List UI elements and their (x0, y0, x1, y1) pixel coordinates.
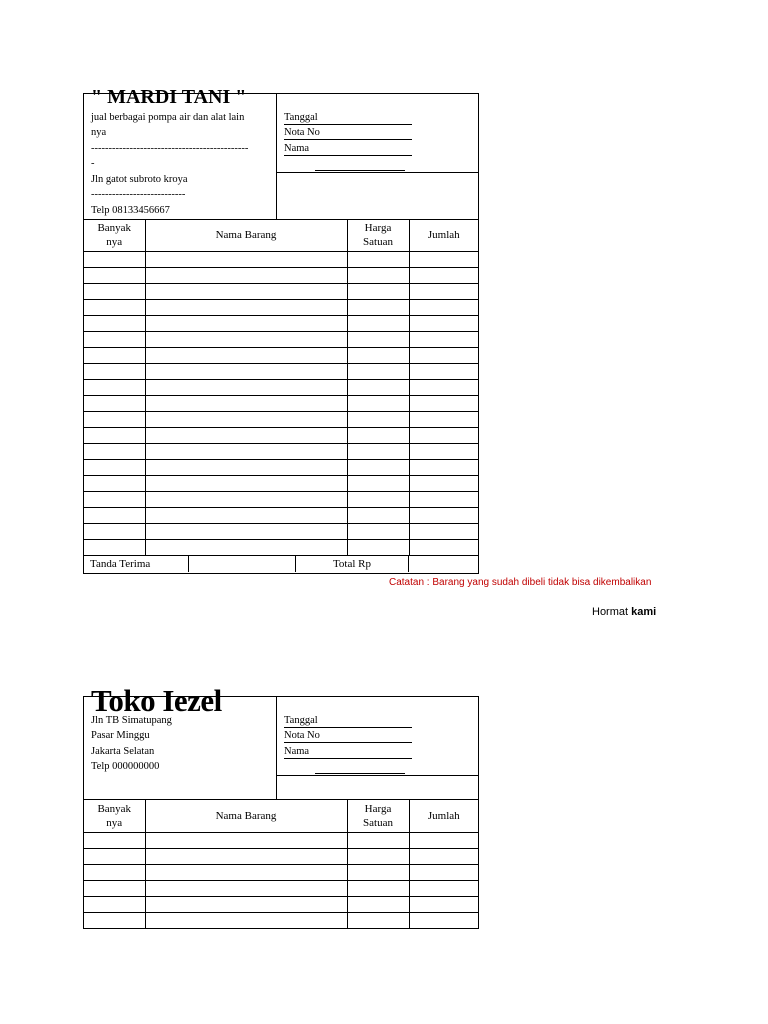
blank-line-2 (315, 772, 405, 774)
table-cell[interactable] (347, 848, 409, 864)
table-cell[interactable] (347, 880, 409, 896)
table-row (84, 283, 478, 299)
table-row (84, 395, 478, 411)
table-cell[interactable] (347, 459, 409, 475)
shop-title: " MARDI TANI " (91, 86, 247, 108)
table-cell[interactable] (409, 864, 478, 880)
form-header (84, 86, 478, 220)
table-cell[interactable] (84, 912, 145, 928)
shop-description: jual berbagai pompa air dan alat lain (91, 112, 245, 123)
table-cell[interactable] (145, 864, 347, 880)
table-row (84, 299, 478, 315)
table-row (84, 523, 478, 539)
table-header-row-2 (84, 800, 478, 832)
separator-dashes-2: --------------------------- (91, 189, 186, 200)
shop-info (84, 86, 277, 219)
tanda-terima-cell[interactable] (189, 556, 296, 572)
table-cell[interactable] (347, 427, 409, 443)
table-cell[interactable] (409, 507, 478, 523)
total-cell[interactable] (409, 556, 478, 572)
nota-no-field-2[interactable]: Nota No (284, 730, 412, 743)
table-cell[interactable] (145, 459, 347, 475)
table-cell[interactable] (84, 459, 145, 475)
table-cell[interactable] (409, 443, 478, 459)
table-cell[interactable] (84, 283, 145, 299)
table-cell[interactable] (145, 267, 347, 283)
table-cell[interactable] (145, 848, 347, 864)
table-row (84, 896, 478, 912)
receipt-form-mardi-tani (83, 86, 479, 574)
table-cell[interactable] (84, 379, 145, 395)
table-cell[interactable] (347, 395, 409, 411)
table-cell[interactable] (409, 267, 478, 283)
items-table-2 (84, 800, 478, 928)
table-cell[interactable] (145, 912, 347, 928)
table-row (84, 475, 478, 491)
table-cell[interactable] (84, 832, 145, 848)
form-header-2 (84, 683, 478, 800)
col-harga-satuan: Harga Satuan (347, 220, 409, 251)
table-cell[interactable] (409, 411, 478, 427)
table-cell[interactable] (145, 491, 347, 507)
nota-no-field[interactable]: Nota No (284, 127, 412, 140)
table-cell[interactable] (347, 912, 409, 928)
shop-info-2 (84, 683, 277, 799)
table-cell[interactable] (145, 331, 347, 347)
shop-title-2: Toko Iezel (91, 683, 222, 718)
table-cell[interactable] (347, 523, 409, 539)
table-row (84, 331, 478, 347)
table-cell[interactable] (347, 475, 409, 491)
table-row (84, 379, 478, 395)
table-cell[interactable] (145, 395, 347, 411)
table-cell[interactable] (84, 395, 145, 411)
table-cell[interactable] (409, 832, 478, 848)
table-cell[interactable] (84, 427, 145, 443)
table-row (84, 539, 478, 555)
table-row (84, 347, 478, 363)
tanda-terima-label: Tanda Terima (84, 556, 189, 572)
table-cell[interactable] (145, 283, 347, 299)
shop-address-line1: Jln TB Simatupang (91, 715, 172, 726)
table-cell[interactable] (409, 299, 478, 315)
table-cell[interactable] (145, 251, 347, 267)
separator-dash: - (91, 158, 95, 169)
table-cell[interactable] (347, 507, 409, 523)
return-policy-note: Catatan : Barang yang sudah dibeli tidak bisa dikembalikan (389, 577, 652, 588)
table-cell[interactable] (347, 251, 409, 267)
total-label: Total Rp (296, 556, 409, 572)
table-cell[interactable] (347, 379, 409, 395)
receipt-form-toko-iezel (83, 683, 479, 929)
table-cell[interactable] (145, 475, 347, 491)
tanggal-field[interactable]: Tanggal (284, 112, 412, 125)
table-cell[interactable] (409, 347, 478, 363)
blank-line (315, 169, 405, 171)
table-cell[interactable] (409, 880, 478, 896)
table-row (84, 315, 478, 331)
table-cell[interactable] (84, 251, 145, 267)
table-cell[interactable] (84, 507, 145, 523)
table-cell[interactable] (409, 283, 478, 299)
shop-phone-2: Telp 000000000 (91, 761, 160, 772)
table-cell[interactable] (84, 315, 145, 331)
table-cell[interactable] (84, 443, 145, 459)
table-row (84, 267, 478, 283)
table-row (84, 491, 478, 507)
table-cell[interactable] (347, 347, 409, 363)
table-cell[interactable] (347, 363, 409, 379)
shop-address-line2: Pasar Minggu (91, 730, 150, 741)
table-cell[interactable] (84, 848, 145, 864)
nama-field-2[interactable]: Nama (284, 746, 412, 759)
table-cell[interactable] (84, 523, 145, 539)
table-cell[interactable] (409, 427, 478, 443)
table-cell[interactable] (409, 848, 478, 864)
table-cell[interactable] (84, 539, 145, 555)
table-row (84, 848, 478, 864)
table-cell[interactable] (84, 347, 145, 363)
table-row (84, 459, 478, 475)
invoice-fields-2 (277, 697, 478, 776)
table-cell[interactable] (145, 379, 347, 395)
table-header-row (84, 220, 478, 251)
table-cell[interactable] (347, 283, 409, 299)
shop-address: Jln gatot subroto kroya (91, 174, 188, 185)
table-cell[interactable] (84, 299, 145, 315)
col-harga-satuan-2: Harga Satuan (347, 800, 409, 832)
table-cell[interactable] (145, 411, 347, 427)
table-row (84, 507, 478, 523)
table-row (84, 864, 478, 880)
col-jumlah-2: Jumlah (409, 800, 478, 832)
col-nama-barang-2: Nama Barang (145, 800, 347, 832)
table-cell[interactable] (409, 491, 478, 507)
table-cell[interactable] (84, 864, 145, 880)
table-cell[interactable] (347, 411, 409, 427)
table-cell[interactable] (409, 539, 478, 555)
table-cell[interactable] (409, 379, 478, 395)
table-cell[interactable] (145, 832, 347, 848)
table-cell[interactable] (347, 299, 409, 315)
table-row (84, 427, 478, 443)
hormat-text: Hormat (592, 606, 629, 618)
col-nama-barang: Nama Barang (145, 220, 347, 251)
col-banyaknya-2: Banyak nya (84, 800, 145, 832)
table-cell[interactable] (145, 363, 347, 379)
kami-text: kami (631, 606, 657, 618)
table-cell[interactable] (347, 443, 409, 459)
table-cell[interactable] (409, 315, 478, 331)
col-banyaknya: Banyak nya (84, 220, 145, 251)
table-cell[interactable] (409, 896, 478, 912)
table-cell[interactable] (145, 507, 347, 523)
table-cell[interactable] (409, 251, 478, 267)
invoice-fields (277, 94, 478, 173)
table-cell[interactable] (347, 896, 409, 912)
table-cell[interactable] (145, 443, 347, 459)
col-jumlah: Jumlah (409, 220, 478, 251)
table-cell[interactable] (84, 411, 145, 427)
table-cell[interactable] (347, 864, 409, 880)
table-cell[interactable] (409, 912, 478, 928)
table-cell[interactable] (84, 880, 145, 896)
table-cell[interactable] (84, 896, 145, 912)
shop-phone: Telp 08133456667 (91, 205, 170, 216)
table-cell[interactable] (347, 331, 409, 347)
separator-dashes: --------------------------------------------- (91, 143, 249, 154)
table-cell[interactable] (145, 427, 347, 443)
items-table (84, 220, 478, 555)
nama-field[interactable]: Nama (284, 143, 412, 156)
table-cell[interactable] (409, 363, 478, 379)
table-cell[interactable] (84, 363, 145, 379)
table-row (84, 363, 478, 379)
table-cell[interactable] (145, 896, 347, 912)
table-cell[interactable] (84, 331, 145, 347)
tanggal-field-2[interactable]: Tanggal (284, 715, 412, 728)
table-row (84, 832, 478, 848)
table-cell[interactable] (347, 315, 409, 331)
table-cell[interactable] (347, 491, 409, 507)
table-cell[interactable] (84, 491, 145, 507)
table-cell[interactable] (84, 475, 145, 491)
table-cell[interactable] (409, 331, 478, 347)
shop-description-cont: nya (91, 127, 107, 138)
table-cell[interactable] (145, 347, 347, 363)
table-row (84, 880, 478, 896)
table-row (84, 251, 478, 267)
table-cell[interactable] (145, 523, 347, 539)
table-row (84, 912, 478, 928)
table-cell[interactable] (409, 459, 478, 475)
table-cell[interactable] (347, 539, 409, 555)
table-cell[interactable] (347, 832, 409, 848)
form-footer (84, 555, 478, 573)
table-cell[interactable] (409, 523, 478, 539)
table-cell[interactable] (84, 267, 145, 283)
table-cell[interactable] (145, 315, 347, 331)
table-cell[interactable] (145, 539, 347, 555)
table-cell[interactable] (409, 475, 478, 491)
table-row (84, 443, 478, 459)
shop-address-line3: Jakarta Selatan (91, 746, 155, 757)
table-cell[interactable] (145, 299, 347, 315)
table-cell[interactable] (409, 395, 478, 411)
table-row (84, 411, 478, 427)
table-cell[interactable] (145, 880, 347, 896)
signature-closing (592, 606, 656, 618)
table-cell[interactable] (347, 267, 409, 283)
